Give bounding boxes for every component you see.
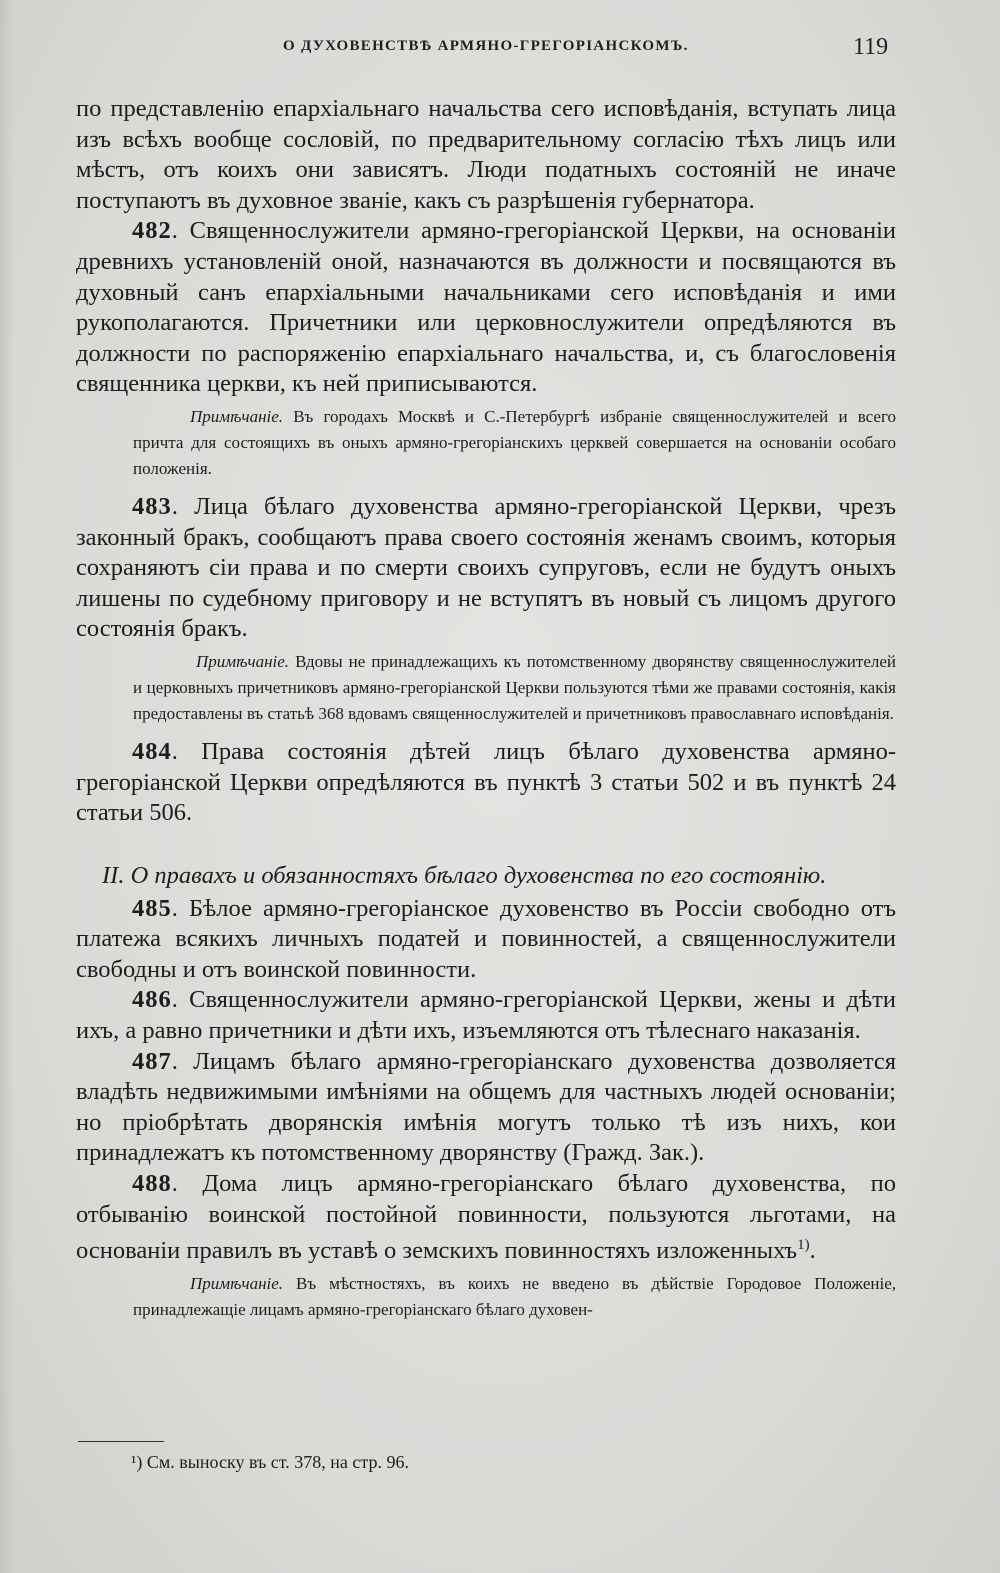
article-text: . Лицамъ бѣлаго армяно-грегоріанскаго духовенства дозволяется владѣть недвижимыми имѣніями на общемъ для частныхъ людей основаніи; но пріобрѣтать дворянскія имѣнія могутъ только тѣ изъ нихъ, кои принадлежатъ къ потомственному дворянству (Гражд. Зак.). [76, 1047, 896, 1167]
page-number: 119 [853, 34, 889, 60]
article-text: . Бѣлое армяно-грегоріанское духовенство въ Россіи свободно отъ платежа всякихъ личныхъ податей и повинностей, а священнослужители свободны и отъ воинской повинности. [76, 894, 896, 983]
article-number: 486 [132, 986, 172, 1014]
note-text: Въ городахъ Москвѣ и С.-Петербургѣ избраніе священнослужителей и всего причта для состоящихъ въ оныхъ армяно-грегоріанскихъ церквей совершается на основаніи особаго положенія. [133, 406, 896, 478]
note-label: Примѣчаніе. [196, 651, 290, 671]
note-label: Примѣчаніе. [190, 1273, 284, 1293]
running-head [0, 34, 1000, 64]
article-number: 487 [132, 1047, 172, 1075]
article-number: 484 [132, 737, 172, 765]
paragraph-text: по представленію епархіальнаго начальства сего исповѣданія, вступать лица изъ всѣхъ вообще сословій, по предварительному согласію тѣхъ лицъ или мѣстъ, отъ коихъ они зависятъ. Люди податныхъ состояній не иначе поступаютъ въ духовное званіе, какъ съ разрѣшенія губернатора. [76, 95, 896, 214]
footnote-marker[interactable]: 1) [797, 1237, 810, 1254]
article-number: 488 [132, 1170, 172, 1198]
article-text: . Лица бѣлаго духовенства армяно-грегоріанской Церкви, чрезъ законный бракъ, сообщаютъ права своего состоянія женамъ своимъ, которыя сохраняютъ сіи права и по смерти своихъ супруговъ, если не будутъ оныхъ лишены по судебному приговору и не вступятъ въ новый съ лицомъ другого состоянія бракъ. [76, 492, 896, 643]
note-1 [76, 404, 896, 482]
note-text: Вдовы не принадлежащихъ къ потомственному дворянству священнослужителей и церковныхъ причетниковъ армяно-грегоріанской Церкви пользуются тѣми же правами состоянія, какія предоставлены въ статьѣ 368 вдовамъ священнослужителей и причетниковъ православнаго исповѣданія. [133, 651, 896, 723]
article-486 [76, 985, 896, 1046]
note-text: Въ мѣстностяхъ, въ коихъ не введено въ дѣйствіе Городовое Положеніе, принадлежащіе лицамъ армяно-грегоріанскаго бѣлаго духовен- [133, 1273, 896, 1319]
article-485 [76, 894, 896, 986]
article-483 [76, 492, 896, 645]
article-text: . Права состоянія дѣтей лицъ бѣлаго духовенства армяно-грегоріанской Церкви опредѣляются въ пунктѣ 3 статьи 502 и въ пунктѣ 24 статьи 506. [76, 737, 896, 827]
article-text-tail: . [809, 1237, 816, 1265]
article-number: 482 [132, 217, 172, 245]
article-number: 485 [132, 894, 172, 922]
article-482 [76, 216, 896, 400]
article-text: . Священнослужители армяно-грегоріанской Церкви, на основаніи древнихъ установленій оной, назначаются въ должности и посвящаются въ духовный санъ епархіальными начальниками сего исповѣданія и ими рукополагаются. Причетники или церковнослужители опредѣляются въ должности по распоряженію епархіальнаго начальства, и, съ благословенія священника церкви, къ ней приписываются. [76, 217, 896, 398]
note-3 [76, 1271, 896, 1323]
note-label: Примѣчаніе. [190, 406, 284, 426]
main-text [76, 94, 896, 1333]
article-487 [76, 1047, 896, 1169]
footnote-rule [78, 1441, 164, 1442]
running-title: О ДУХОВЕНСТВѢ АРМЯНО-ГРЕГОРІАНСКОМЪ. [283, 38, 689, 54]
article-text: . Дома лицъ армяно-грегоріанскаго бѣлаго духовенства, по отбыванію воинской постойной повинности, пользуются льготами, на основаніи правилъ въ уставѣ о земскихъ повинностяхъ изложенныхъ [76, 1170, 896, 1265]
article-488 [76, 1169, 896, 1267]
page-edge-shadow [0, 0, 14, 1573]
paragraph-continued [76, 94, 896, 216]
article-text: . Священнослужители армяно-грегоріанской Церкви, жены и дѣти ихъ, а равно причетники и дѣти ихъ, изъемляются отъ тѣлеснаго наказанія. [76, 986, 896, 1045]
footnote: ¹) См. выноску въ ст. 378, на стр. 96. [131, 1452, 409, 1472]
section-heading: II. О правахъ и обязанностяхъ бѣлаго духовенства по его состоянію. [102, 861, 827, 889]
article-484 [76, 737, 896, 829]
article-number: 483 [132, 492, 172, 520]
note-2 [76, 649, 896, 727]
